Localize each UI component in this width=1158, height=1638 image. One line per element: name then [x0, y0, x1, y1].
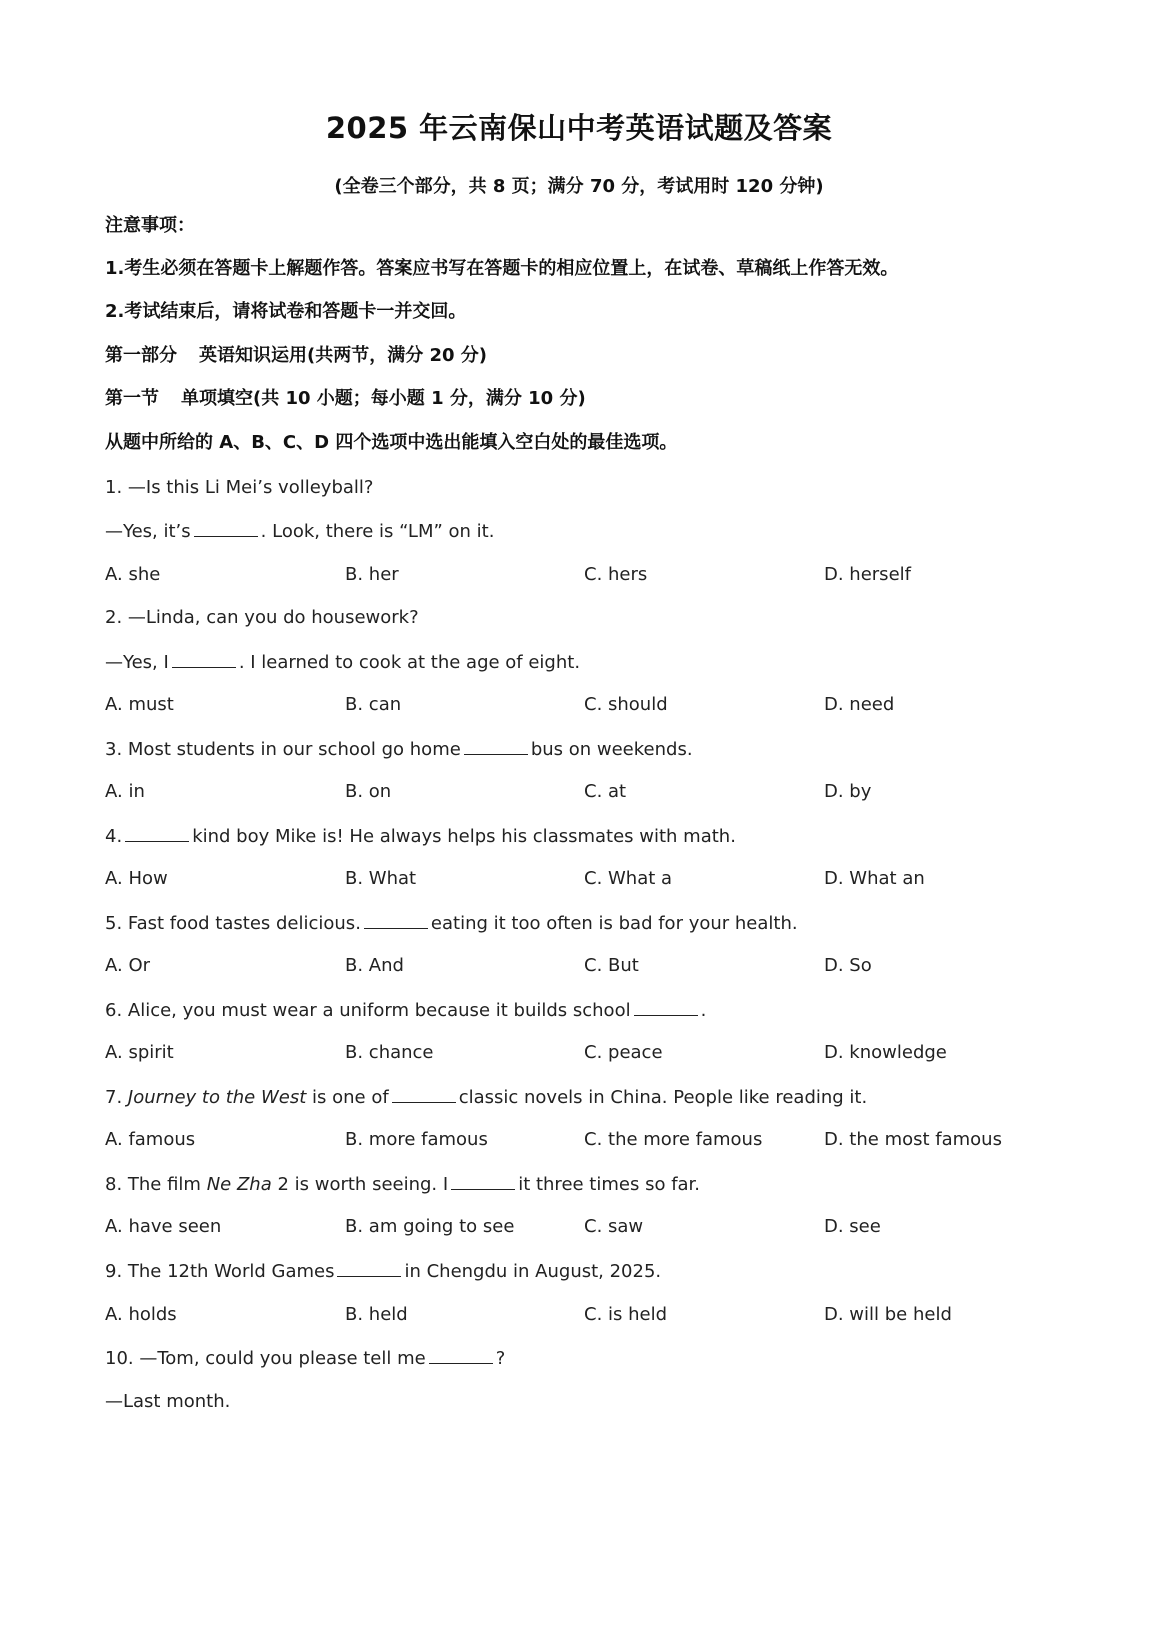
notice-heading: 注意事项： [105, 215, 195, 236]
section1-title: 单项填空(共 10 小题；每小题 1 分，满分 10 分) [181, 388, 586, 409]
option-a: A. must [105, 694, 174, 715]
question-8-stem: 8. The film Ne Zha 2 is worth seeing. I it three times so far. [105, 1174, 701, 1195]
question-4-stem: 4. kind boy Mike is! He always helps his classmates with math. [105, 826, 736, 847]
option-c: C. What a [584, 868, 673, 889]
option-d: D. What an [824, 868, 925, 889]
page-subtitle: (全卷三个部分，共 8 页；满分 70 分，考试用时 120 分钟) [334, 176, 824, 197]
option-a: A. holds [105, 1304, 177, 1325]
option-a: A. she [105, 564, 161, 585]
option-b: B. held [345, 1304, 408, 1325]
question-3-options [105, 781, 1065, 805]
answer-blank [429, 1347, 493, 1364]
notice-item-1: 1.考生必须在答题卡上解题作答。答案应书写在答题卡的相应位置上，在试卷、草稿纸上作答无效。 [105, 258, 899, 279]
film-title: Ne Zha [206, 1174, 272, 1195]
option-a: A. Or [105, 955, 151, 976]
notice-item-2: 2.考试结束后，请将试卷和答题卡一并交回。 [105, 301, 467, 322]
part1-title: 英语知识运用(共两节，满分 20 分) [199, 345, 488, 366]
question-1-options [105, 564, 1065, 588]
answer-blank [364, 912, 428, 929]
option-d: D. will be held [824, 1304, 952, 1325]
option-a: A. famous [105, 1129, 196, 1150]
section1-heading [105, 384, 586, 410]
question-10-answer-line: —Last month. [105, 1391, 231, 1412]
option-c: C. the more famous [584, 1129, 763, 1150]
option-c: C. should [584, 694, 668, 715]
option-a: A. have seen [105, 1216, 222, 1237]
option-b: B. chance [345, 1042, 434, 1063]
question-1-answer-line: —Yes, it’s . Look, there is “LM” on it. [105, 521, 495, 542]
answer-blank [634, 999, 698, 1016]
question-7-options [105, 1129, 1065, 1153]
question-4-options [105, 868, 1065, 892]
option-c: C. at [584, 781, 627, 802]
option-c: C. is held [584, 1304, 668, 1325]
option-d: D. see [824, 1216, 881, 1237]
option-c: C. saw [584, 1216, 644, 1237]
option-d: D. knowledge [824, 1042, 947, 1063]
answer-blank [172, 651, 236, 668]
instruction: 从题中所给的 A、B、C、D 四个选项中选出能填入空白处的最佳选项。 [105, 432, 678, 453]
option-a: A. spirit [105, 1042, 174, 1063]
option-c: C. hers [584, 564, 648, 585]
option-b: B. am going to see [345, 1216, 515, 1237]
question-2-stem: 2. —Linda, can you do housework? [105, 607, 419, 628]
option-a: A. How [105, 868, 168, 889]
answer-blank [451, 1173, 515, 1190]
question-9-options [105, 1304, 1065, 1328]
question-6-stem: 6. Alice, you must wear a uniform because it builds school . [105, 1000, 707, 1021]
answer-blank [337, 1260, 401, 1277]
option-c: C. peace [584, 1042, 663, 1063]
option-d: D. herself [824, 564, 911, 585]
question-7-stem: 7. Journey to the West is one of classic novels in China. People like reading it. [105, 1087, 868, 1108]
question-9-stem: 9. The 12th World Games in Chengdu in August, 2025. [105, 1261, 662, 1282]
option-b: B. can [345, 694, 402, 715]
answer-blank [125, 825, 189, 842]
option-d: D. need [824, 694, 895, 715]
question-2-options [105, 694, 1065, 718]
option-c: C. But [584, 955, 639, 976]
answer-blank [392, 1086, 456, 1103]
answer-blank [194, 520, 258, 537]
option-b: B. more famous [345, 1129, 488, 1150]
option-b: B. on [345, 781, 392, 802]
question-5-stem: 5. Fast food tastes delicious. eating it too often is bad for your health. [105, 913, 798, 934]
book-title: Journey to the West [127, 1087, 307, 1108]
question-2-answer-line: —Yes, I . I learned to cook at the age of eight. [105, 652, 581, 673]
option-b: B. And [345, 955, 404, 976]
question-1-stem: 1. —Is this Li Mei’s volleyball? [105, 477, 374, 498]
option-a: A. in [105, 781, 145, 802]
part1-label: 第一部分 [105, 345, 177, 366]
page-title: 2025 年云南保山中考英语试题及答案 [325, 111, 833, 145]
question-6-options [105, 1042, 1065, 1066]
option-d: D. by [824, 781, 872, 802]
option-d: D. the most famous [824, 1129, 1002, 1150]
answer-blank [464, 738, 528, 755]
section1-label: 第一节 [105, 388, 159, 409]
question-10-stem: 10. —Tom, could you please tell me ? [105, 1348, 506, 1369]
part1-heading [105, 341, 487, 367]
question-3-stem: 3. Most students in our school go home bus on weekends. [105, 739, 693, 760]
option-b: B. What [345, 868, 417, 889]
question-5-options [105, 955, 1065, 979]
question-8-options [105, 1216, 1065, 1240]
option-b: B. her [345, 564, 399, 585]
option-d: D. So [824, 955, 872, 976]
